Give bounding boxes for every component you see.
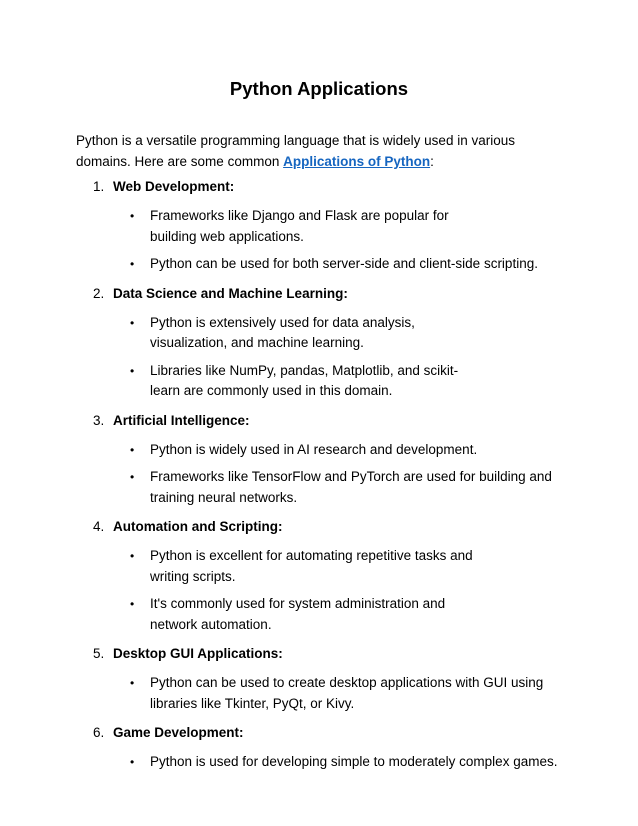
bullet-text: Python is widely used in AI research and development. xyxy=(150,441,478,457)
section-number: 3. xyxy=(93,412,105,428)
bullet-list xyxy=(76,206,576,275)
bullet-icon: • xyxy=(130,315,135,330)
section-number: 6. xyxy=(93,725,105,740)
bullet-item xyxy=(76,440,570,461)
bullet-text: Python is extensively used for data analysis, visualization, and machine learning. xyxy=(150,314,415,350)
intro-text: Python is a versatile programming language that is widely used in various domains. Here are some common xyxy=(76,133,515,169)
section-number: 1. xyxy=(93,179,105,194)
bullet-icon: • xyxy=(130,442,135,457)
bullet-list xyxy=(76,752,576,773)
bullet-list xyxy=(76,313,576,402)
bullet-text: Python is excellent for automating repetitive tasks and writing scripts. xyxy=(150,548,473,584)
applications-of-python-link[interactable]: Applications of Python xyxy=(283,154,431,169)
section-heading xyxy=(76,644,576,664)
list-item xyxy=(76,177,576,275)
bullet-item xyxy=(76,206,480,247)
bullet-text: Frameworks like Django and Flask are popular for building web applications. xyxy=(150,208,449,244)
bullet-icon: • xyxy=(130,597,135,611)
section-heading xyxy=(76,411,576,431)
list-item xyxy=(76,723,576,773)
section-heading-text: Automation and Scripting: xyxy=(113,519,283,534)
bullet-item xyxy=(76,673,570,714)
list-item xyxy=(76,517,576,635)
bullet-text: Python can be used to create desktop applications with GUI using libraries like Tkinter, PyQt, or Kivy. xyxy=(150,675,544,711)
section-heading-text: Artificial Intelligence: xyxy=(113,412,250,428)
bullet-icon: • xyxy=(130,755,135,769)
intro-paragraph xyxy=(76,130,556,172)
section-number: 2. xyxy=(93,285,105,301)
bullet-icon: • xyxy=(130,470,135,484)
section-heading xyxy=(76,284,576,304)
bullet-item xyxy=(76,254,570,275)
section-heading xyxy=(76,723,576,743)
bullet-icon: • xyxy=(130,209,135,223)
applications-list xyxy=(76,177,576,782)
list-item xyxy=(76,411,576,509)
bullet-icon: • xyxy=(130,363,135,378)
section-heading xyxy=(76,517,576,537)
bullet-item xyxy=(76,313,480,354)
bullet-icon: • xyxy=(130,257,135,271)
bullet-text: Libraries like NumPy, pandas, Matplotlib, and scikit-learn are commonly used in this domain. xyxy=(150,362,459,398)
bullet-item xyxy=(76,752,570,773)
section-heading-text: Data Science and Machine Learning: xyxy=(113,285,348,301)
bullet-item xyxy=(76,361,480,402)
intro-text-end: : xyxy=(430,154,434,169)
bullet-list xyxy=(76,440,576,509)
list-item xyxy=(76,284,576,402)
bullet-icon: • xyxy=(130,549,135,563)
bullet-icon: • xyxy=(130,676,135,690)
section-number: 4. xyxy=(93,519,105,534)
bullet-item xyxy=(76,467,570,508)
section-heading-text: Web Development: xyxy=(113,179,235,194)
bullet-text: Python is used for developing simple to moderately complex games. xyxy=(150,754,558,769)
section-heading-text: Game Development: xyxy=(113,725,244,740)
bullet-text: It's commonly used for system administration and network automation. xyxy=(150,596,446,632)
section-heading xyxy=(76,177,576,197)
bullet-list xyxy=(76,673,576,714)
bullet-item xyxy=(76,546,480,587)
bullet-text: Python can be used for both server-side and client-side scripting. xyxy=(150,256,538,271)
list-item xyxy=(76,644,576,714)
bullet-list xyxy=(76,546,576,635)
bullet-item xyxy=(76,594,480,635)
section-number: 5. xyxy=(93,646,105,661)
section-heading-text: Desktop GUI Applications: xyxy=(113,646,283,661)
page-title: Python Applications xyxy=(229,78,409,99)
bullet-text: Frameworks like TensorFlow and PyTorch are used for building and training neural networks. xyxy=(150,469,552,505)
